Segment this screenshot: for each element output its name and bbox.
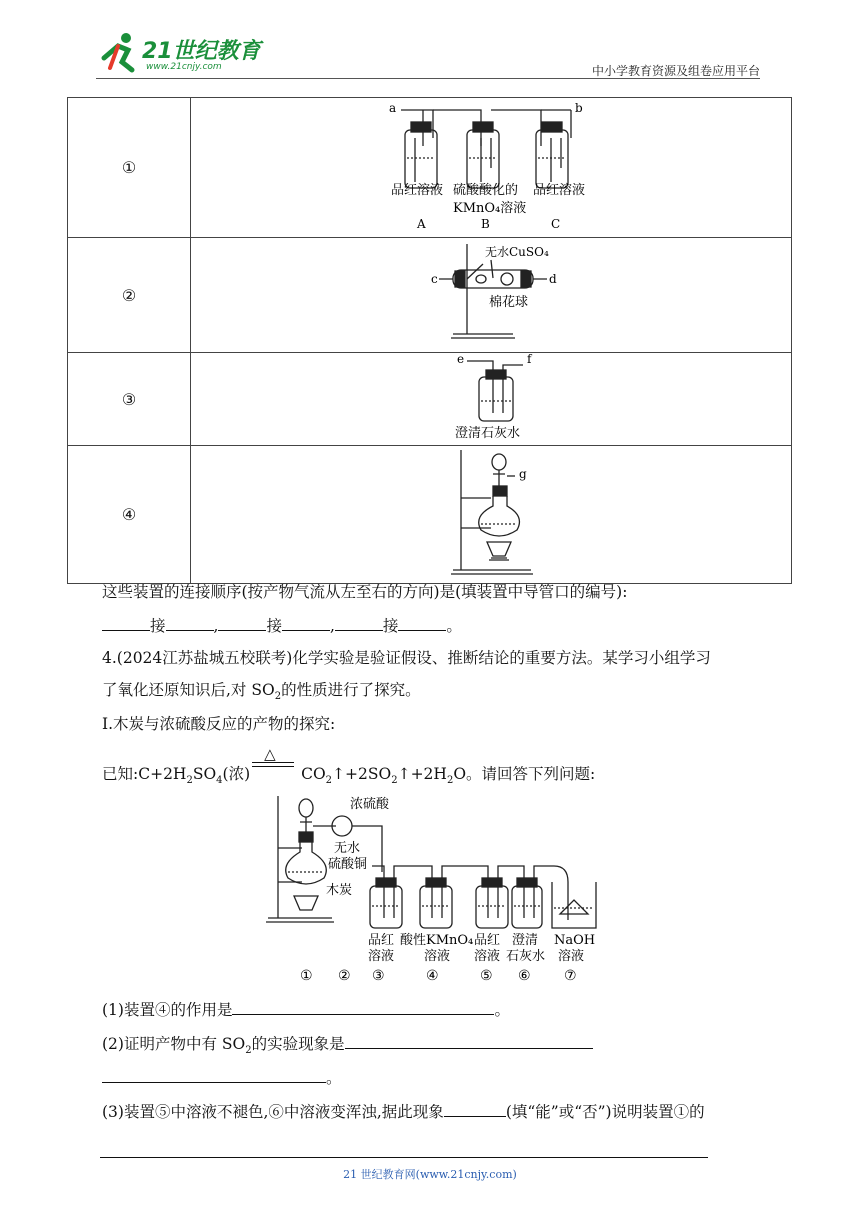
bottle-c-label: 品红溶液 [533, 183, 586, 198]
order-answer-line [102, 614, 462, 636]
bottle-c-letter: C [551, 217, 561, 231]
comma-text: , [329, 617, 335, 635]
apparatus-figure-4 [191, 446, 792, 584]
table-row [68, 353, 792, 446]
port-d-label: d [549, 272, 557, 286]
bottle-a-label: 品红溶液 [391, 183, 444, 198]
platform-name: 中小学教育资源及组卷应用平台 [591, 64, 760, 78]
fig-number-4: ④ [426, 968, 439, 984]
connector-text: 接 [266, 617, 282, 635]
fig-number-5: ⑤ [480, 968, 493, 984]
answer-blank[interactable] [335, 614, 383, 631]
bottle-b-label-2: KMnO₄溶液 [453, 201, 527, 216]
q4-line1: 4.(2024江苏盐城五校联考)化学实验是验证假设、推断结论的重要方法。某学习小组学习 [102, 649, 711, 667]
limewater-bottle-diagram [191, 353, 791, 441]
fig-label-12: 石灰水 [506, 949, 546, 964]
answer-blank[interactable] [218, 614, 266, 631]
fig-label-14: 溶液 [558, 949, 585, 964]
connector-text: 接 [382, 617, 399, 635]
runner-logo-icon [96, 28, 144, 76]
page-footer: 21 世纪教育网(www.21cnjy.com) [343, 1168, 517, 1181]
answer-blank[interactable] [166, 614, 214, 631]
fig-number-3: ③ [372, 968, 385, 984]
bottle-a-letter: A [417, 217, 426, 231]
q4-line2: 了氧化还原知识后,对 $SO_2$的性质进行了探究。 [102, 681, 421, 703]
page-header [96, 28, 760, 80]
fig-label-7: 酸性KMnO₄ [400, 933, 474, 948]
fig-number-1: ① [300, 968, 313, 984]
conc-h2so4-label: 浓硫酸 [350, 797, 390, 812]
row-number: ② [68, 238, 191, 353]
drying-tube-diagram [191, 238, 791, 348]
fig-label-8: 溶液 [424, 949, 451, 964]
row-number: ① [68, 98, 191, 238]
logo [96, 28, 266, 76]
fig-label-5: 品红 [368, 933, 395, 948]
fig-number-7: ⑦ [564, 968, 577, 984]
question-1: (1)装置④的作用是 。 [102, 998, 510, 1020]
answer-blank[interactable] [345, 1032, 593, 1049]
wash-bottles-diagram [191, 98, 791, 233]
header-divider [96, 78, 760, 79]
port-e-label: e [457, 353, 465, 366]
fig-label-6: 溶液 [368, 949, 395, 964]
apparatus-figure-2 [191, 238, 792, 353]
table-row [68, 446, 792, 584]
order-instruction: 这些装置的连接顺序(按产物气流从左至右的方向)是(填装置中导管口的编号): [102, 583, 628, 601]
fig-label-11: 澄清 [512, 933, 539, 948]
comma-text: , [213, 617, 219, 635]
apparatus-figure-1 [191, 98, 792, 238]
logo-text: 21世纪教育 [142, 39, 261, 64]
fig-number-6: ⑥ [518, 968, 531, 984]
answer-blank[interactable] [398, 614, 446, 631]
port-a-label: a [389, 101, 397, 115]
answer-blank[interactable] [232, 998, 494, 1015]
limewater-label: 澄清石灰水 [455, 426, 521, 441]
fig-label-13: NaOH [554, 933, 596, 948]
answer-blank[interactable] [102, 614, 150, 631]
answer-blank[interactable] [444, 1100, 506, 1117]
charcoal-label: 木炭 [326, 883, 353, 898]
port-g-label: g [519, 467, 527, 481]
row-number: ④ [68, 446, 191, 584]
bottle-b-letter: B [481, 217, 490, 231]
reaction-flask-diagram [191, 446, 791, 579]
question-2-cont: 。 [102, 1066, 342, 1088]
period-text: 。 [446, 617, 462, 635]
question-2: (2)证明产物中有 $SO_2$的实验现象是 [102, 1032, 593, 1061]
table-row [68, 98, 792, 238]
port-f-label: f [527, 353, 532, 366]
cotton-label: 棉花球 [489, 295, 529, 310]
section-heading: Ⅰ.木炭与浓硫酸反应的产物的探究: [102, 715, 336, 733]
fig-number-2: ② [338, 968, 351, 984]
port-c-label: c [431, 272, 438, 286]
known-equation: 已知$:C+2H_2SO_4$(浓) △ $CO_2↑+2SO_2↑+2H_2O$。请回答下列问题: [102, 745, 596, 787]
anhydrous-label: 无水 [334, 841, 361, 856]
cuso4-label: 无水CuSO₄ [485, 245, 549, 259]
fig-label-9: 品红 [474, 933, 501, 948]
cuso4-label-2: 硫酸铜 [328, 857, 368, 872]
row-number: ③ [68, 353, 191, 446]
answer-blank[interactable] [102, 1066, 326, 1083]
answer-blank[interactable] [282, 614, 330, 631]
apparatus-figure-3 [191, 353, 792, 446]
apparatus-table [67, 97, 792, 584]
footer-divider [100, 1157, 708, 1158]
heat-symbol: △ [264, 745, 276, 763]
connector-text: 接 [150, 617, 166, 635]
experiment-setup-diagram [262, 792, 602, 986]
question-3: (3)装置⑤中溶液不褪色,⑥中溶液变浑浊,据此现象 (填“能”或“否”)说明装置①的 [102, 1100, 705, 1122]
bottle-b-label-1: 硫酸酸化的 [453, 183, 519, 198]
port-b-label: b [575, 101, 583, 115]
logo-url: www.21cnjy.com [146, 62, 222, 72]
fig-label-10: 溶液 [474, 949, 501, 964]
table-row [68, 238, 792, 353]
